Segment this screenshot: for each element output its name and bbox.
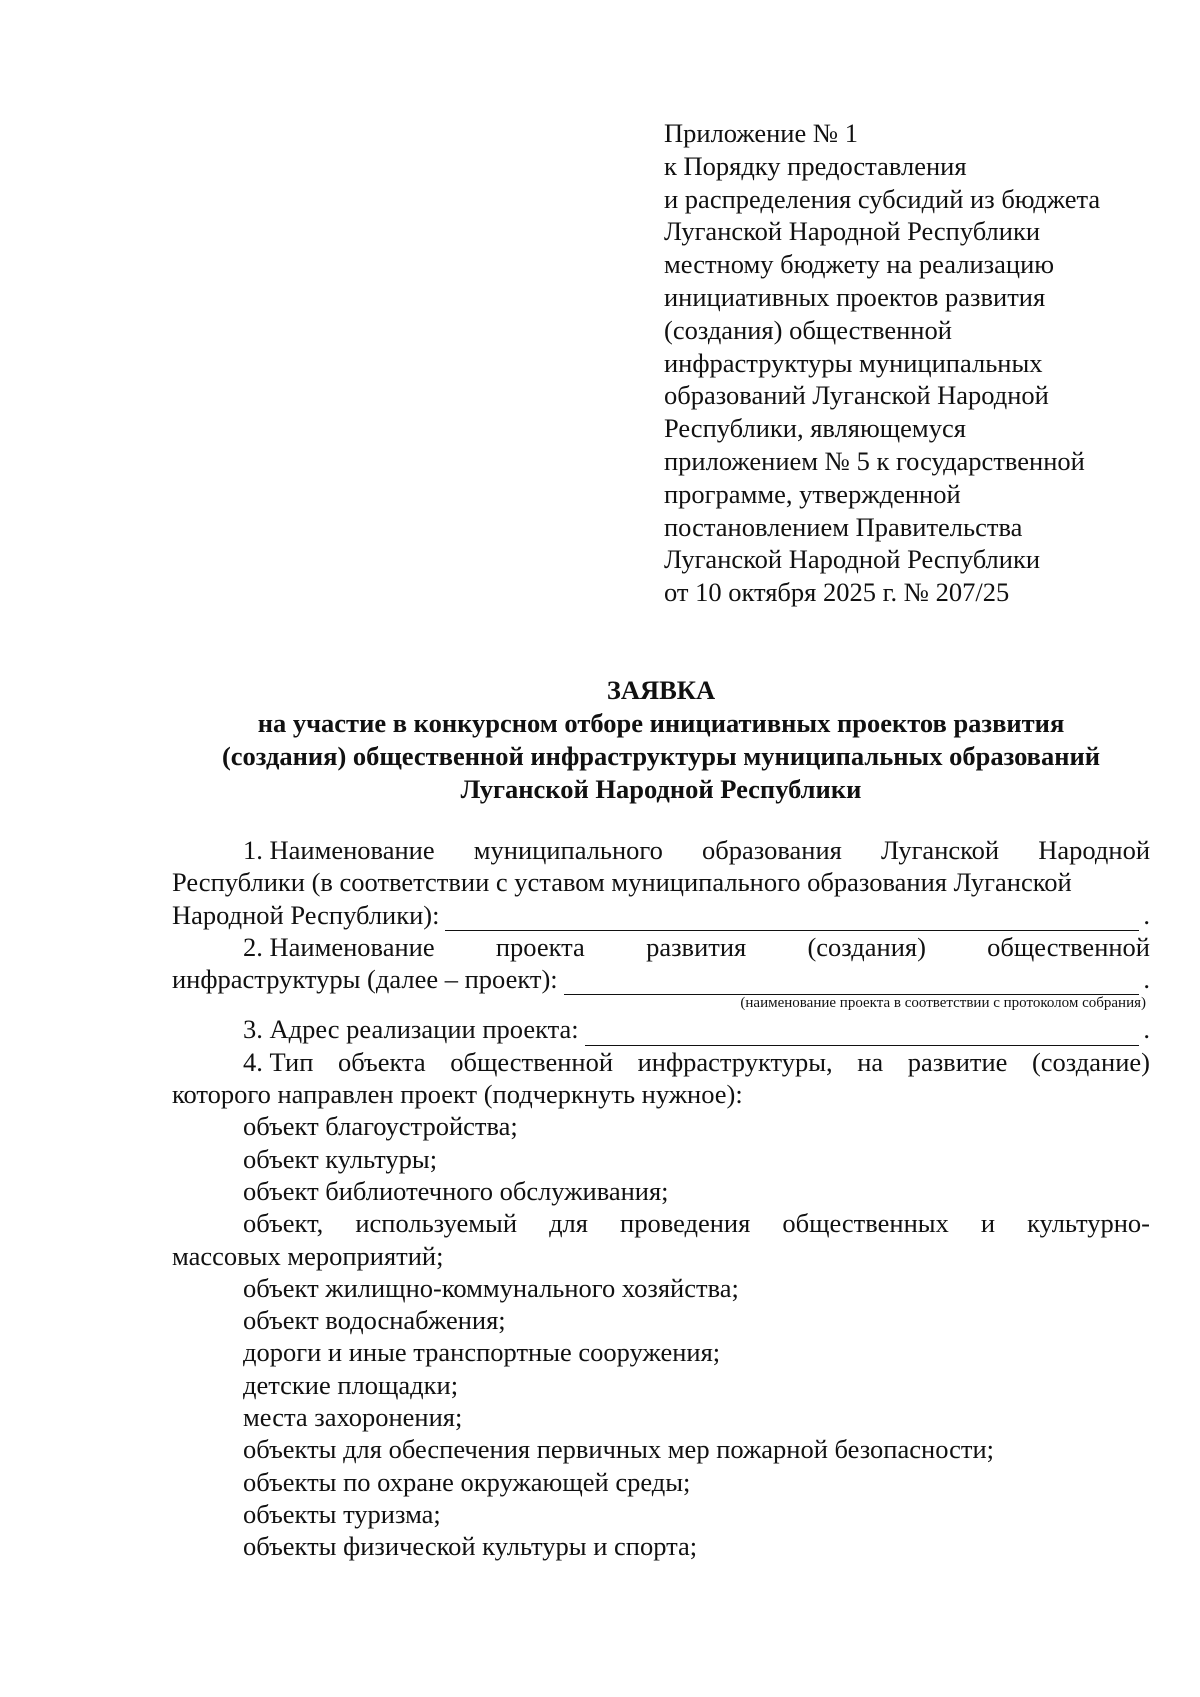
title-subtitle-line: Луганской Народной Республики (460, 774, 862, 804)
object-type-option[interactable]: объекты для обеспечения первичных мер пожарной безопасности; (243, 1434, 994, 1465)
word: 2. Наименование (243, 931, 435, 962)
object-type-option[interactable]: объекты по охране окружающей среды; (243, 1466, 691, 1497)
object-type-option[interactable]: объект библиотечного обслуживания; (243, 1175, 669, 1206)
appendix-line: Приложение № 1 (664, 118, 859, 148)
appendix-line: приложением № 5 к государственной (664, 445, 1085, 476)
object-type-option[interactable]: места захоронения; (243, 1402, 463, 1433)
word: муниципального (473, 835, 663, 865)
municipality-name-field[interactable] (445, 906, 1139, 931)
word: инфраструктуры, (637, 1046, 833, 1077)
item2-fill-line (172, 963, 1150, 995)
word: для (549, 1208, 588, 1239)
appendix-line: Луганской Народной Республики (664, 216, 1041, 247)
appendix-line: инициативных проектов развития (664, 281, 1046, 312)
appendix-line: Луганской Народной Республики (664, 544, 1041, 575)
item3-label: 3. Адрес реализации проекта: (243, 1014, 579, 1045)
word: (создания) (807, 931, 926, 962)
word: используемый (355, 1208, 518, 1239)
word: развитие (907, 1046, 1008, 1077)
object-type-option[interactable]: объекты физической культуры и спорта; (243, 1531, 698, 1562)
title-subtitle-line: на участие в конкурсном отборе инициативных проектов развития (257, 708, 1065, 738)
period: . (1143, 1014, 1150, 1045)
word: Луганской (881, 835, 1000, 865)
appendix-line: программе, утвержденной (664, 478, 961, 509)
appendix-line: (создания) общественной (664, 314, 952, 345)
project-name-field[interactable] (564, 970, 1140, 995)
object-type-option[interactable]: объект благоустройства; (243, 1111, 518, 1142)
word: объект, (243, 1208, 324, 1239)
word: и (980, 1208, 996, 1239)
item3-fill-line (172, 1013, 1150, 1045)
word: культурно- (1027, 1208, 1150, 1239)
object-type-option[interactable]: объект культуры; (243, 1143, 438, 1174)
period: . (1143, 964, 1150, 995)
object-type-option[interactable]: объект водоснабжения; (243, 1305, 506, 1336)
appendix-line: Республики, являющемуся (664, 413, 966, 444)
word: Народной (1038, 835, 1150, 865)
word: общественной (987, 931, 1150, 962)
object-type-option[interactable]: объекты туризма; (243, 1498, 441, 1529)
item1-line (172, 834, 1150, 866)
appendix-line: образований Луганской Народной (664, 380, 1049, 411)
object-type-option[interactable]: дороги и иные транспортные сооружения; (243, 1337, 721, 1368)
project-address-field[interactable] (585, 1021, 1140, 1046)
word: (создание) (1031, 1046, 1150, 1077)
appendix-line: местному бюджету на реализацию (664, 249, 1055, 280)
word: развития (646, 931, 747, 962)
item4-line: которого направлен проект (подчеркнуть нужное): (172, 1079, 743, 1110)
appendix-line: к Порядку предоставления (664, 150, 967, 181)
word: 4. Тип (243, 1046, 314, 1077)
appendix-block (664, 117, 1164, 609)
word: общественных (782, 1208, 949, 1239)
item2-label: инфраструктуры (далее – проект): (172, 964, 558, 995)
document-title (172, 674, 1150, 806)
item1-fill-line (172, 899, 1150, 931)
title-heading: ЗАЯВКА (606, 675, 716, 705)
object-type-option[interactable] (172, 1207, 1150, 1239)
item1-line: Республики (в соответствии с уставом муниципального образования Луганской (172, 867, 1072, 898)
word: проекта (495, 931, 585, 962)
word: образования (702, 835, 842, 865)
project-name-hint: (наименование проекта в соответствии с протоколом собрания) (740, 995, 1146, 1012)
word: объекта (337, 1046, 426, 1077)
object-type-option[interactable]: объект жилищно-коммунального хозяйства; (243, 1272, 739, 1303)
word: 1. Наименование (243, 835, 435, 865)
object-type-option[interactable]: детские площадки; (243, 1369, 459, 1400)
title-subtitle-line: (создания) общественной инфраструктуры муниципальных образований (221, 741, 1101, 771)
item1-label: Народной Республики): (172, 899, 440, 930)
appendix-line: от 10 октября 2025 г. № 207/25 (664, 577, 1010, 608)
item2-line (172, 931, 1150, 963)
period: . (1143, 899, 1150, 930)
word: общественной (450, 1046, 614, 1077)
word: на (857, 1046, 884, 1077)
appendix-line: и распределения субсидий из бюджета (664, 183, 1101, 214)
item4-line (172, 1046, 1150, 1078)
word: проведения (620, 1208, 751, 1239)
form-body (172, 834, 1150, 1563)
appendix-line: инфраструктуры муниципальных (664, 347, 1043, 378)
object-type-option-cont[interactable]: массовых мероприятий; (172, 1240, 444, 1271)
appendix-line: постановлением Правительства (664, 511, 1023, 542)
